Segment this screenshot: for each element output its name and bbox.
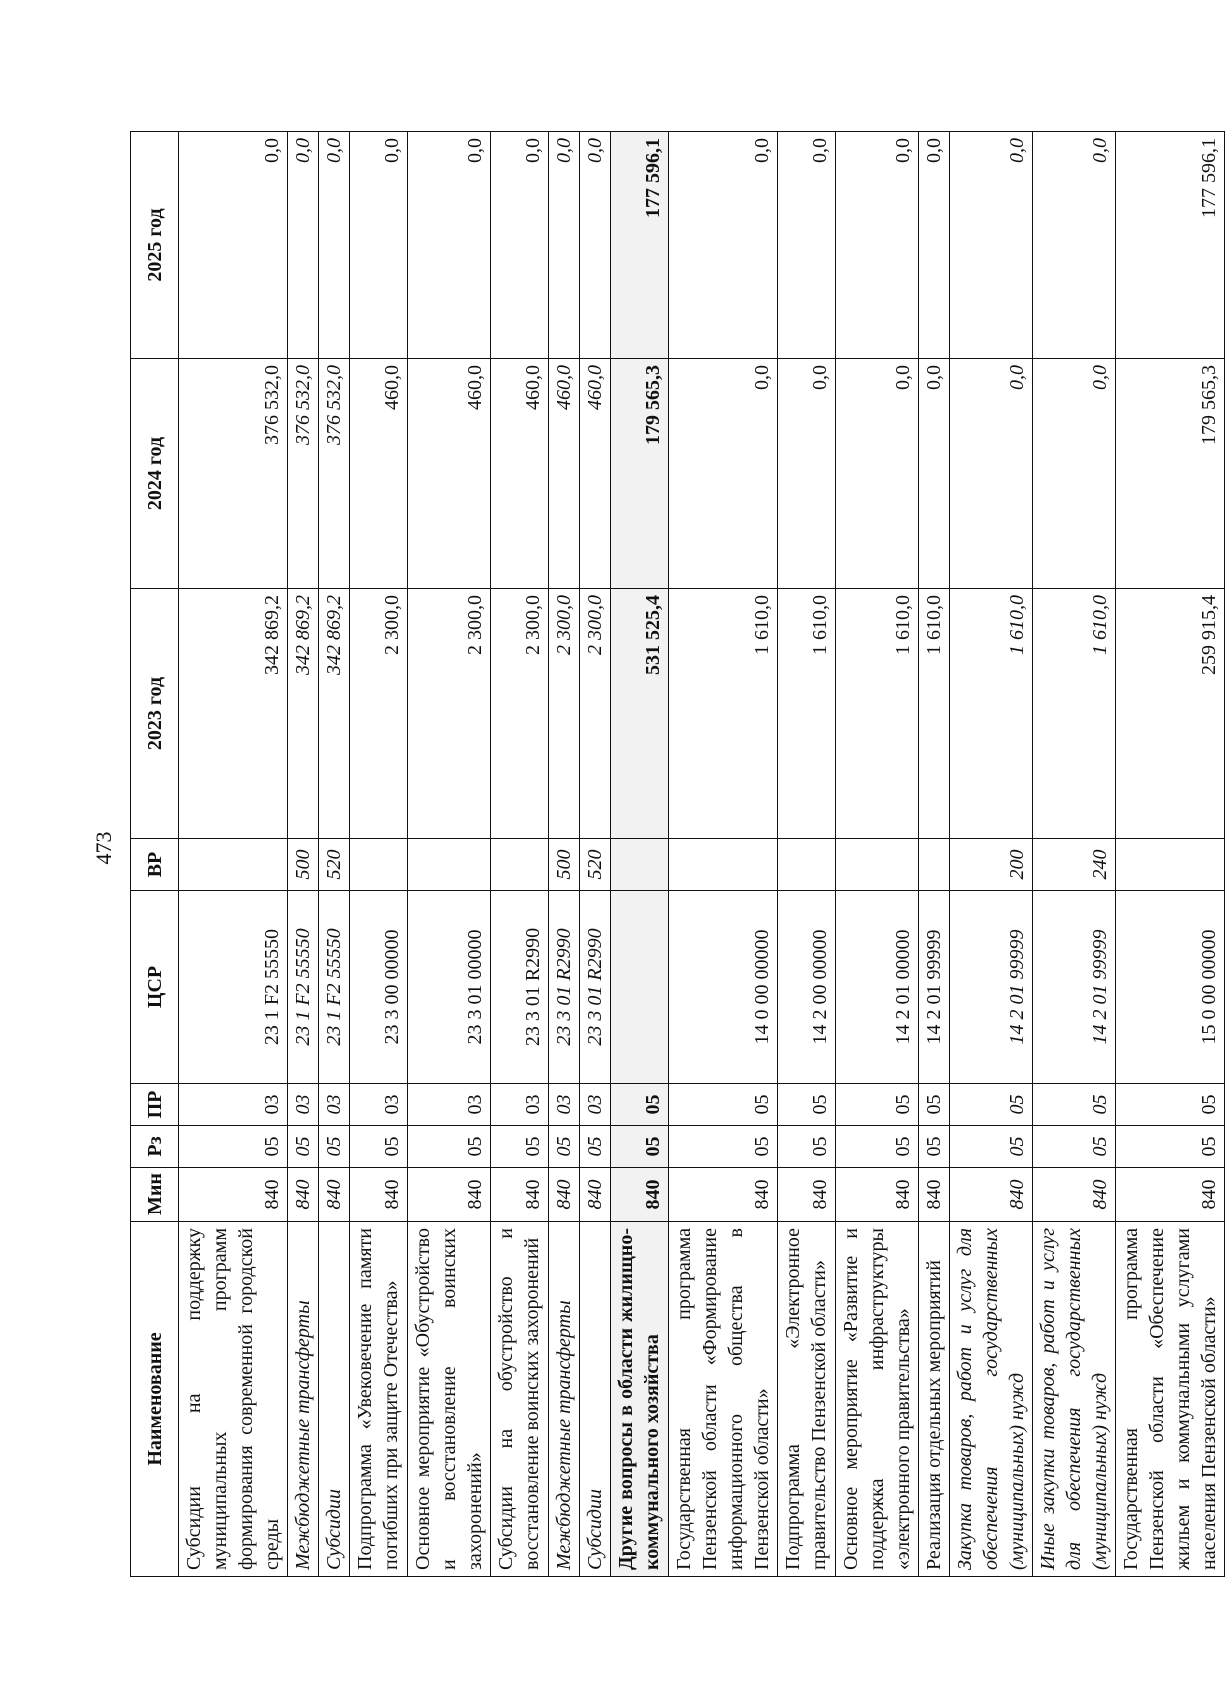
cell-csr: 23 1 F2 55550: [288, 891, 319, 1084]
cell-rz: 05: [580, 1126, 611, 1168]
cell-y2024: 376 532,0: [179, 359, 288, 589]
cell-y2023: 342 869,2: [179, 589, 288, 839]
cell-csr: 14 2 00 00000: [778, 891, 836, 1084]
cell-name: Межбюджетные трансферты: [288, 1222, 319, 1577]
cell-rz: 05: [1033, 1126, 1116, 1168]
cell-pr: 05: [1116, 1084, 1225, 1126]
cell-csr: 23 3 01 00000: [408, 891, 491, 1084]
cell-vr: [669, 839, 778, 891]
cell-vr: [179, 839, 288, 891]
table-row: [179, 132, 288, 1577]
cell-y2025: 0,0: [580, 132, 611, 359]
cell-y2025: 0,0: [778, 132, 836, 359]
table-row: [350, 132, 408, 1577]
cell-csr: 23 3 01 R2990: [580, 891, 611, 1084]
cell-y2024: 460,0: [350, 359, 408, 589]
cell-y2023: 2 300,0: [580, 589, 611, 839]
cell-pr: 03: [408, 1084, 491, 1126]
cell-name: Другие вопросы в области жилищно-коммунального хозяйства: [611, 1222, 669, 1577]
cell-pr: 03: [319, 1084, 350, 1126]
cell-name: Субсидии: [319, 1222, 350, 1577]
cell-rz: 05: [1116, 1126, 1225, 1168]
cell-name: Государственная программа Пензенской области «Обеспечение жильем и коммунальными услугами населения Пензенской области»: [1116, 1222, 1225, 1577]
table-header-row: [131, 132, 179, 1577]
cell-name: Подпрограмма «Электронное правительство Пензенской области»: [778, 1222, 836, 1577]
cell-y2024: 179 565,3: [611, 359, 669, 589]
cell-min: 840: [611, 1168, 669, 1222]
cell-y2025: 0,0: [836, 132, 919, 359]
cell-y2023: 342 869,2: [288, 589, 319, 839]
cell-vr: [408, 839, 491, 891]
cell-y2023: 2 300,0: [408, 589, 491, 839]
cell-vr: 200: [950, 839, 1033, 891]
cell-vr: [1116, 839, 1225, 891]
cell-name: Иные закупки товаров, работ и услуг для обеспечения государственных (муниципальных) нужд: [1033, 1222, 1116, 1577]
cell-y2024: 376 532,0: [288, 359, 319, 589]
cell-pr: 03: [491, 1084, 549, 1126]
cell-y2023: 1 610,0: [836, 589, 919, 839]
header-csr: ЦСР: [131, 891, 179, 1084]
cell-rz: 05: [919, 1126, 950, 1168]
cell-min: 840: [669, 1168, 778, 1222]
cell-rz: 05: [408, 1126, 491, 1168]
cell-rz: 05: [288, 1126, 319, 1168]
cell-pr: 05: [778, 1084, 836, 1126]
cell-y2024: 460,0: [580, 359, 611, 589]
table-row: [669, 132, 778, 1577]
cell-min: 840: [288, 1168, 319, 1222]
table-row: [1116, 132, 1225, 1577]
cell-name: Государственная программа Пензенской области «Формирование информационного общества в Пензенской области»: [669, 1222, 778, 1577]
cell-y2025: 0,0: [408, 132, 491, 359]
cell-pr: 05: [669, 1084, 778, 1126]
cell-name: Субсидии на поддержку муниципальных программ формирования современной городской среды: [179, 1222, 288, 1577]
cell-y2023: 342 869,2: [319, 589, 350, 839]
cell-vr: [836, 839, 919, 891]
cell-csr: 23 3 01 R2990: [491, 891, 549, 1084]
cell-y2025: 0,0: [669, 132, 778, 359]
header-pr: ПР: [131, 1084, 179, 1126]
table-row: [778, 132, 836, 1577]
cell-pr: 05: [919, 1084, 950, 1126]
cell-vr: [611, 839, 669, 891]
cell-min: 840: [408, 1168, 491, 1222]
cell-y2024: 0,0: [778, 359, 836, 589]
cell-min: 840: [491, 1168, 549, 1222]
cell-y2024: 0,0: [669, 359, 778, 589]
cell-y2023: 1 610,0: [778, 589, 836, 839]
cell-min: 840: [549, 1168, 580, 1222]
cell-name: Субсидии на обустройство и восстановление воинских захоронений: [491, 1222, 549, 1577]
cell-vr: [778, 839, 836, 891]
cell-rz: 05: [611, 1126, 669, 1168]
cell-name: Закупка товаров, работ и услуг для обеспечения государственных (муниципальных) нужд: [950, 1222, 1033, 1577]
cell-y2024: 179 565,3: [1116, 359, 1225, 589]
cell-rz: 05: [491, 1126, 549, 1168]
cell-y2023: 2 300,0: [350, 589, 408, 839]
header-2023: 2023 год: [131, 589, 179, 839]
cell-y2024: 376 532,0: [319, 359, 350, 589]
table-row: [919, 132, 950, 1577]
cell-csr: 23 1 F2 55550: [319, 891, 350, 1084]
cell-y2023: 1 610,0: [669, 589, 778, 839]
cell-min: 840: [950, 1168, 1033, 1222]
cell-rz: 05: [778, 1126, 836, 1168]
cell-rz: 05: [950, 1126, 1033, 1168]
cell-y2023: 2 300,0: [491, 589, 549, 839]
cell-rz: 05: [669, 1126, 778, 1168]
cell-y2023: 1 610,0: [950, 589, 1033, 839]
table-row: [319, 132, 350, 1577]
cell-vr: 520: [580, 839, 611, 891]
cell-y2025: 0,0: [491, 132, 549, 359]
table-row: [580, 132, 611, 1577]
cell-vr: [491, 839, 549, 891]
header-2024: 2024 год: [131, 359, 179, 589]
cell-y2023: 1 610,0: [1033, 589, 1116, 839]
cell-rz: 05: [836, 1126, 919, 1168]
cell-min: 840: [919, 1168, 950, 1222]
cell-name: Субсидии: [580, 1222, 611, 1577]
cell-y2023: 259 915,4: [1116, 589, 1225, 839]
cell-y2023: 1 610,0: [919, 589, 950, 839]
cell-pr: 03: [350, 1084, 408, 1126]
cell-min: 840: [179, 1168, 288, 1222]
cell-y2024: 460,0: [549, 359, 580, 589]
cell-pr: 03: [549, 1084, 580, 1126]
header-2025: 2025 год: [131, 132, 179, 359]
cell-y2023: 2 300,0: [549, 589, 580, 839]
cell-csr: 23 3 00 00000: [350, 891, 408, 1084]
cell-min: 840: [778, 1168, 836, 1222]
cell-y2025: 0,0: [1033, 132, 1116, 359]
cell-csr: [611, 891, 669, 1084]
cell-csr: 14 2 01 00000: [836, 891, 919, 1084]
cell-csr: 14 0 00 00000: [669, 891, 778, 1084]
header-name: Наименование: [131, 1222, 179, 1577]
cell-rz: 05: [549, 1126, 580, 1168]
table-row: [549, 132, 580, 1577]
budget-table: [130, 131, 1225, 1577]
cell-vr: 500: [288, 839, 319, 891]
cell-pr: 05: [1033, 1084, 1116, 1126]
cell-min: 840: [1033, 1168, 1116, 1222]
table-row: [611, 132, 669, 1577]
cell-y2025: 177 596,1: [611, 132, 669, 359]
cell-pr: 03: [179, 1084, 288, 1126]
cell-min: 840: [580, 1168, 611, 1222]
cell-y2024: 0,0: [919, 359, 950, 589]
cell-pr: 05: [836, 1084, 919, 1126]
cell-name: Реализация отдельных мероприятий: [919, 1222, 950, 1577]
cell-y2025: 0,0: [350, 132, 408, 359]
header-rz: Рз: [131, 1126, 179, 1168]
cell-y2024: 0,0: [836, 359, 919, 589]
cell-min: 840: [319, 1168, 350, 1222]
cell-min: 840: [1116, 1168, 1225, 1222]
cell-y2023: 531 525,4: [611, 589, 669, 839]
cell-name: Межбюджетные трансферты: [549, 1222, 580, 1577]
table-row: [1033, 132, 1116, 1577]
table-body: [179, 132, 1225, 1577]
cell-y2024: 0,0: [950, 359, 1033, 589]
cell-csr: 23 1 F2 55550: [179, 891, 288, 1084]
cell-min: 840: [350, 1168, 408, 1222]
table-row: [836, 132, 919, 1577]
cell-csr: 15 0 00 00000: [1116, 891, 1225, 1084]
header-vr: ВР: [131, 839, 179, 891]
cell-pr: 03: [580, 1084, 611, 1126]
cell-csr: 14 2 01 99999: [950, 891, 1033, 1084]
cell-y2025: 0,0: [950, 132, 1033, 359]
cell-pr: 05: [950, 1084, 1033, 1126]
cell-y2025: 0,0: [319, 132, 350, 359]
table-row: [491, 132, 549, 1577]
cell-vr: 240: [1033, 839, 1116, 891]
cell-csr: 23 3 01 R2990: [549, 891, 580, 1084]
cell-name: Подпрограмма «Увековечение памяти погибших при защите Отечества»: [350, 1222, 408, 1577]
table-row: [408, 132, 491, 1577]
cell-y2025: 0,0: [919, 132, 950, 359]
page-number: 473: [91, 831, 116, 865]
cell-csr: 14 2 01 99999: [1033, 891, 1116, 1084]
cell-min: 840: [836, 1168, 919, 1222]
cell-pr: 03: [288, 1084, 319, 1126]
cell-y2025: 0,0: [179, 132, 288, 359]
cell-rz: 05: [319, 1126, 350, 1168]
cell-rz: 05: [350, 1126, 408, 1168]
cell-y2024: 460,0: [408, 359, 491, 589]
header-min: Мин: [131, 1168, 179, 1222]
cell-y2025: 0,0: [288, 132, 319, 359]
table-row: [950, 132, 1033, 1577]
cell-vr: 520: [319, 839, 350, 891]
cell-csr: 14 2 01 99999: [919, 891, 950, 1084]
cell-y2025: 0,0: [549, 132, 580, 359]
cell-vr: [350, 839, 408, 891]
cell-vr: [919, 839, 950, 891]
cell-vr: 500: [549, 839, 580, 891]
cell-pr: 05: [611, 1084, 669, 1126]
table-row: [288, 132, 319, 1577]
budget-table-container: [130, 132, 1220, 1577]
cell-y2024: 0,0: [1033, 359, 1116, 589]
cell-rz: 05: [179, 1126, 288, 1168]
cell-y2024: 460,0: [491, 359, 549, 589]
cell-y2025: 177 596,1: [1116, 132, 1225, 359]
cell-name: Основное мероприятие «Развитие и поддержка инфраструктуры «электронного правительства»: [836, 1222, 919, 1577]
cell-name: Основное мероприятие «Обустройство и восстановление воинских захоронений»: [408, 1222, 491, 1577]
